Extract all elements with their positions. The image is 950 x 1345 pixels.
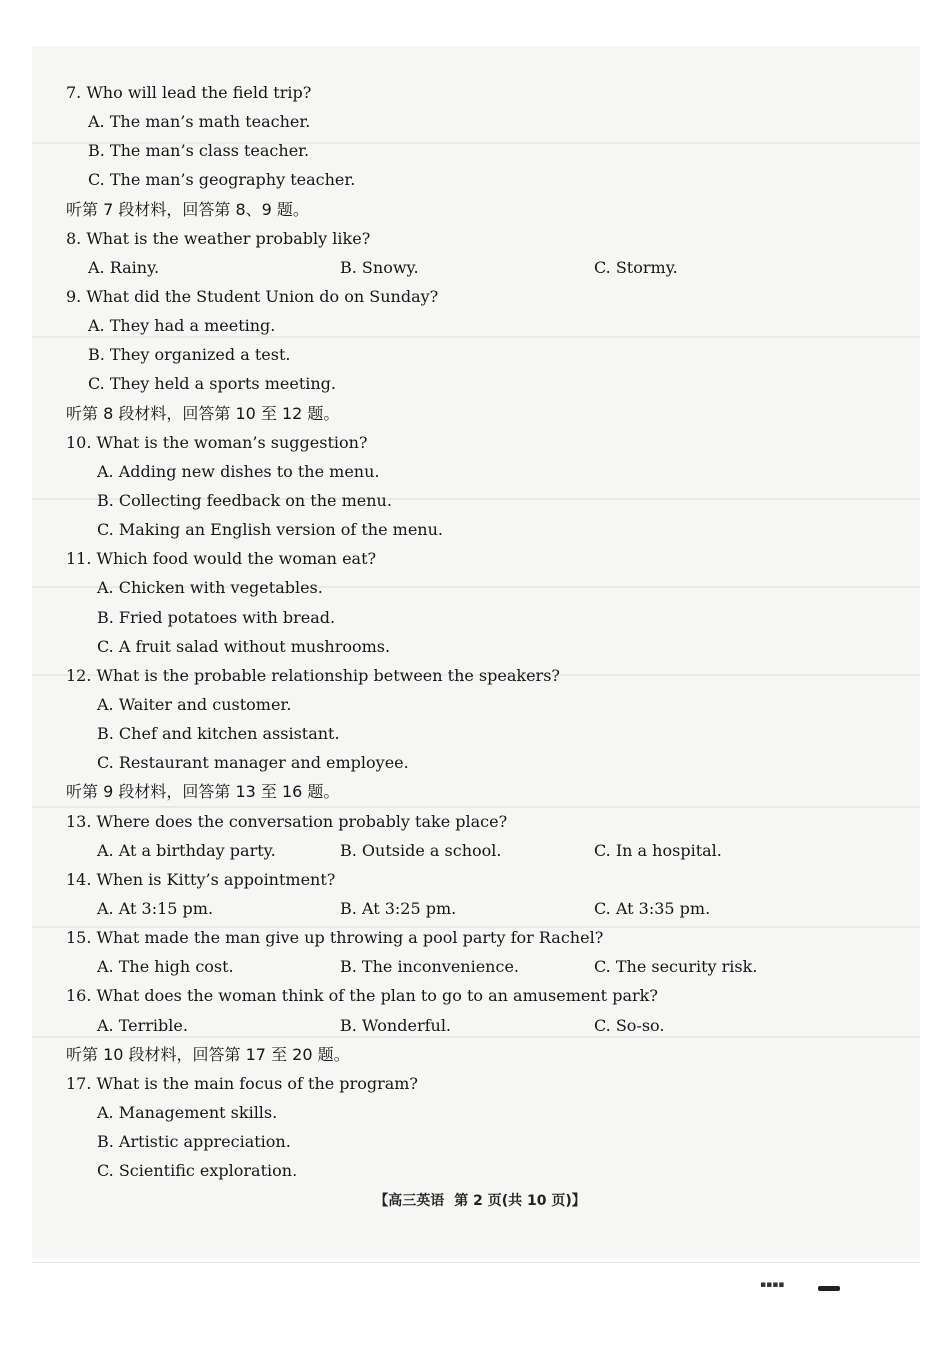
question-9: 9. What did the Student Union do on Sunday? — [66, 286, 439, 306]
option-a: A. At 3:15 pm. — [97, 898, 214, 918]
section-heading: 听第 10 段材料，回答第 17 至 20 题。 — [66, 1044, 350, 1064]
question-14: 14. When is Kitty’s appointment? — [66, 869, 336, 889]
option-b: B. Wonderful. — [340, 1015, 452, 1035]
option-c: C. Stormy. — [594, 257, 678, 277]
option-b: B. Fried potatoes with bread. — [97, 607, 336, 627]
question-11: 11. Which food would the woman eat? — [66, 549, 377, 569]
question-12: 12. What is the probable relationship between the speakers? — [66, 665, 560, 685]
option-b: B. At 3:25 pm. — [340, 898, 457, 918]
option-c: C. Scientific exploration. — [97, 1161, 298, 1181]
option-b: B. They organized a test. — [88, 345, 291, 365]
question-7: 7. Who will lead the field trip? — [66, 83, 312, 102]
option-c: C. At 3:35 pm. — [594, 898, 711, 918]
option-b: B. Artistic appreciation. — [97, 1132, 291, 1152]
option-a: A. Chicken with vegetables. — [97, 578, 323, 598]
question-10: 10. What is the woman’s suggestion? — [66, 432, 368, 452]
option-a: A. Adding new dishes to the menu. — [97, 461, 380, 481]
option-a: A. Rainy. — [88, 257, 160, 277]
option-b: B. Outside a school. — [340, 840, 502, 860]
option-c: C. In a hospital. — [594, 840, 722, 860]
options-row — [66, 1011, 846, 1040]
question-15: 15. What made the man give up throwing a pool party for Rachel? — [66, 928, 604, 948]
section-heading: 听第 9 段材料，回答第 13 至 16 题。 — [66, 782, 340, 802]
option-b: B. Chef and kitchen assistant. — [97, 724, 340, 744]
option-c: C. So-so. — [594, 1015, 665, 1035]
options-row — [66, 894, 846, 923]
options-row — [66, 836, 846, 865]
question-8: 8. What is the weather probably like? — [66, 228, 371, 248]
option-b: B. The man’s class teacher. — [88, 141, 310, 161]
option-a: A. The high cost. — [97, 957, 234, 977]
option-c: C. The security risk. — [594, 957, 758, 977]
question-list — [66, 78, 846, 1185]
scanner-mark: ▪▪▪▪ — [760, 1280, 785, 1290]
section-heading: 听第 8 段材料，回答第 10 至 12 题。 — [66, 403, 340, 423]
scan-edge — [32, 1262, 920, 1263]
option-c: C. The man’s geography teacher. — [88, 170, 356, 190]
option-c: C. Restaurant manager and employee. — [97, 753, 409, 773]
option-b: B. The inconvenience. — [340, 957, 519, 977]
scanner-bar — [818, 1286, 840, 1291]
option-c: C. Making an English version of the menu. — [97, 520, 443, 540]
option-a: A. At a birthday party. — [97, 840, 276, 860]
question-17: 17. What is the main focus of the program? — [66, 1073, 419, 1093]
options-row — [66, 253, 846, 282]
question-13: 13. Where does the conversation probably take place? — [66, 811, 508, 831]
page-footer — [0, 1190, 950, 1210]
option-a: A. They had a meeting. — [88, 316, 276, 336]
option-a: A. The man’s math teacher. — [88, 112, 311, 132]
option-a: A. Management skills. — [97, 1102, 278, 1122]
option-a: A. Waiter and customer. — [97, 694, 292, 714]
option-c: C. A fruit salad without mushrooms. — [97, 636, 391, 656]
question-16: 16. What does the woman think of the plan to go to an amusement park? — [66, 986, 658, 1006]
options-row — [66, 952, 846, 981]
option-b: B. Snowy. — [340, 257, 419, 277]
option-c: C. They held a sports meeting. — [88, 374, 337, 394]
option-b: B. Collecting feedback on the menu. — [97, 490, 392, 510]
section-heading: 听第 7 段材料，回答第 8、9 题。 — [66, 199, 309, 219]
footer-subject: 【高三英语 — [374, 1193, 445, 1209]
option-a: A. Terrible. — [97, 1015, 188, 1035]
footer-page-number: 第 2 页(共 10 页)】 — [454, 1193, 586, 1209]
